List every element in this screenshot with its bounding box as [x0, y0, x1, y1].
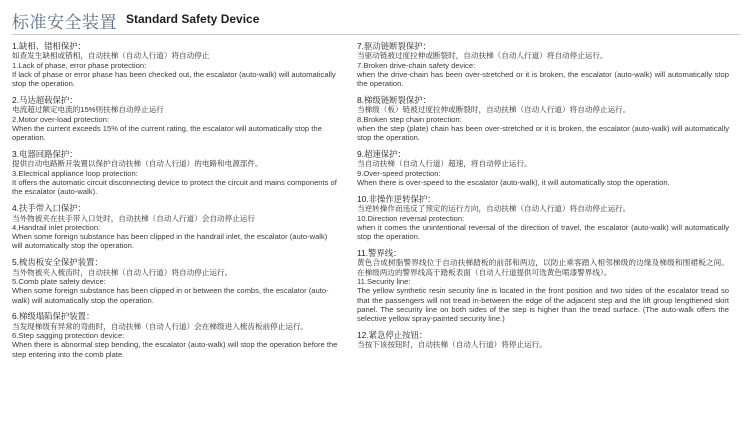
section-body-en: It offers the automatic circuit disconnecting device to protect the circuit and mains components of the escalator (auto-walk). — [12, 178, 337, 197]
right-column — [357, 42, 729, 357]
section-title-en: 4.Handrail inlet protection: — [12, 222, 101, 232]
section-body-cn: 当自动扶梯（自动人行道）超速，将自动停止运行。 — [357, 159, 532, 169]
section-body-en: when the step (plate) chain has been over-stretched or it is broken, the escalator (auto-walk) will automatically stop the operation. — [357, 123, 729, 143]
page-header — [12, 8, 740, 32]
section-title-en: 5.Comb plate safety device: — [12, 276, 106, 286]
section-title-en: 9.Over-speed protection: — [357, 168, 441, 178]
section-handrail-inlet — [12, 204, 338, 250]
section-title-en: 7.Broken drive-chain safety device: — [357, 60, 476, 70]
section-title-cn: 5.梳齿板安全保护装置： — [12, 257, 103, 268]
section-title-cn: 8.梯级链断裂保护： — [357, 95, 431, 106]
section-title-cn: 2.马达超载保护： — [12, 95, 78, 106]
section-body-en: when it comes the unintentional reversal of the direction of travel, the escalator (auto-walk) will automatically stop the operation. — [357, 222, 729, 242]
section-title-cn: 4.扶手带入口保护： — [12, 203, 86, 214]
section-title-en: 6.Step sagging protection device: — [12, 330, 125, 340]
section-motor-overload — [12, 96, 338, 142]
section-body-en: The yellow synthetic resin security line is located in the front position and two sides of the escalator tread so that the passengers will not tread in-between the edge of the adjacent step and the lift group lengthened skirt panel. The security line on both sides of the step is higher than the tread surface. (The auto-walk offers the selective yellow spray-painted security line.) — [357, 286, 729, 324]
section-body-en: When some foreign substance has been clipped in the handrail inlet, the escalator (auto-walk) will automatically stop the operation. — [12, 232, 328, 251]
section-body-cn: 黄色合成树脂警界线位于自动扶梯踏板的前部和两边，以防止乘客踏入相邻梯级的边缘及梯级和围裙板之间。在梯级两边的警界线高于踏板表面（自动人行道提供可选黄色喷漆警界线）。 — [357, 258, 729, 277]
section-title-cn: 12.紧急停止按钮： — [357, 329, 428, 340]
section-body-en: When there is abnormal step bending, the escalator (auto-walk) will stop the operation before the step entering into the comb plate. — [12, 340, 338, 359]
section-title-cn: 7.驱动链断裂保护： — [357, 41, 431, 51]
section-body-cn: 当驱动链被过度拉伸或断裂时，自动扶梯（自动人行道）将自动停止运行。 — [357, 51, 608, 61]
section-phase-protection — [12, 42, 338, 88]
section-over-speed — [357, 150, 729, 187]
section-title-cn: 6.梯级塌陷保护装置： — [12, 311, 95, 322]
section-body-en: If lack of phase or error phase has been checked out, the escalator (auto-walk) will automatically stop the operation. — [12, 69, 336, 89]
section-body-cn: 如查发生缺相或错相，自动扶梯（自动人行道）将自动停止 — [12, 51, 210, 61]
section-title-cn: 10.非操作逆转保护： — [357, 193, 436, 204]
page-title-chinese: 标准安全装置 — [12, 13, 117, 33]
section-body-cn: 电流超过额定电流的15%则扶梯自动停止运行 — [12, 105, 164, 115]
section-title-en: 11.Security line: — [357, 276, 411, 286]
section-emergency-stop — [357, 331, 729, 350]
section-title-cn: 9.超速保护： — [357, 149, 406, 160]
section-electrical-loop — [12, 150, 338, 196]
section-security-line — [357, 249, 729, 323]
section-body-en: When there is over-speed to the escalator (auto-walk), it will automatically stop the operation. — [357, 178, 670, 188]
section-body-en: When the current exceeds 15% of the current rating, the escalator will automatically stop the operation. — [12, 123, 322, 143]
section-body-cn: 当逆转操作而违反了预定的运行方向，自动扶梯（自动人行道）将自动停止运行。 — [357, 204, 631, 214]
section-step-sagging — [12, 312, 338, 358]
section-title-cn: 1.缺相、错相保护： — [12, 41, 86, 51]
section-body-cn: 当梯级（板）链被过度拉伸或断裂时，自动扶梯（自动人行道）将自动停止运行。 — [357, 105, 631, 115]
section-body-cn: 当按下该按钮时，自动扶梯（自动人行道）将停止运行。 — [357, 340, 547, 350]
section-title-en: 1.Lack of phase, error phase protection: — [12, 60, 147, 70]
section-title-en: 2.Motor over-load protection: — [12, 114, 110, 124]
section-direction-reversal — [357, 195, 729, 241]
section-body-en: when the drive-chain has been over-stretched or it is broken, the escalator (auto-walk) will automatically stop the operation. — [357, 69, 729, 89]
section-drive-chain — [357, 42, 729, 88]
section-title-en: 8.Broken step chain protection: — [357, 114, 462, 124]
section-body-cn: 提供自动电路断开装置以保护自动扶梯（自动人行道）的电路和电源部件。 — [12, 159, 263, 169]
section-title-cn: 3.电器回路保护： — [12, 149, 78, 160]
section-body-cn: 当外物被夹入梳齿时，自动扶梯（自动人行道）将自动停止运行。 — [12, 267, 233, 277]
page-title-english: Standard Safety Device — [126, 12, 260, 26]
section-title-en: 3.Electrical appliance loop protection: — [12, 168, 138, 178]
section-body-cn: 当发现梯级有异常的弯曲时，自动扶梯（自动人行道）会在梯级进入梳齿板前停止运行。 — [12, 321, 309, 331]
section-body-en: When some foreign substance has been clipped in or between the combs, the escalator (auto-walk) will automatically stop the operation. — [12, 286, 329, 305]
section-title-cn: 11.警界线： — [357, 248, 402, 259]
section-step-chain — [357, 96, 729, 142]
header-divider — [12, 34, 740, 35]
left-column — [12, 42, 338, 366]
section-body-cn: 当外物被夹在扶手带入口处时，自动扶梯（自动人行道）会自动停止运行 — [12, 213, 255, 223]
section-comb-plate — [12, 258, 338, 304]
section-title-en: 10.Direction reversal protection: — [357, 213, 465, 223]
